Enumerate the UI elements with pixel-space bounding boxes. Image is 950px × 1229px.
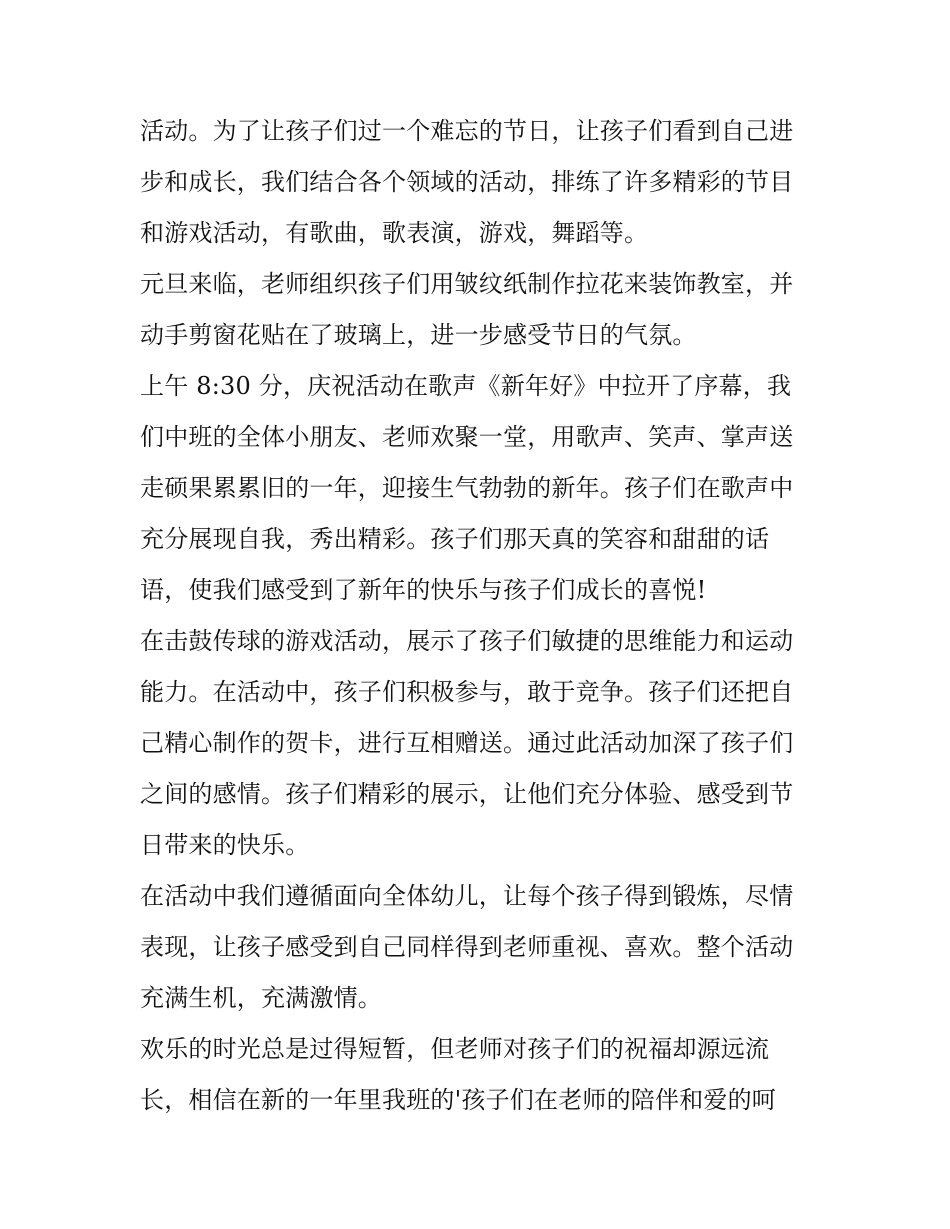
- text-line: 之间的感情。孩子们精彩的展示，让他们充分体验、感受到节: [140, 780, 794, 808]
- text-line: 长，相信在新的一年里我班的'孩子们在老师的陪伴和爱的呵: [140, 1086, 776, 1114]
- text-line: 和游戏活动，有歌曲，歌表演，游戏，舞蹈等。: [140, 219, 649, 247]
- text-line: 充满生机，充满激情。: [140, 984, 382, 1012]
- text-line: 步和成长，我们结合各个领域的活动，排练了许多精彩的节目: [140, 168, 794, 196]
- text-line: 表现，让孩子感受到自己同样得到老师重视、喜欢。整个活动: [140, 933, 794, 961]
- text-line: 充分展现自我，秀出精彩。孩子们那天真的笑容和甜甜的话: [140, 525, 770, 553]
- text-line: 们中班的全体小朋友、老师欢聚一堂，用歌声、笑声、掌声送: [140, 423, 794, 451]
- text-line: 欢乐的时光总是过得短暂，但老师对孩子们的祝福却源远流: [140, 1035, 770, 1063]
- text-line: 动手剪窗花贴在了玻璃上，进一步感受节日的气氛。: [140, 321, 697, 349]
- text-line: 能力。在活动中，孩子们积极参与，敢于竞争。孩子们还把自: [140, 678, 794, 706]
- text-line: 在击鼓传球的游戏活动，展示了孩子们敏捷的思维能力和运动: [140, 627, 794, 655]
- text-line: 元旦来临，老师组织孩子们用皱纹纸制作拉花来装饰教室，并: [140, 270, 794, 298]
- text-line: 己精心制作的贺卡，进行互相赠送。通过此活动加深了孩子们: [140, 729, 794, 757]
- text-line: 日带来的快乐。: [140, 831, 310, 859]
- text-line: 在活动中我们遵循面向全体幼儿，让每个孩子得到锻炼，尽情: [140, 882, 794, 910]
- text-line: 走硕果累累旧的一年，迎接生气勃勃的新年。孩子们在歌声中: [140, 474, 794, 502]
- text-line: 语，使我们感受到了新年的快乐与孩子们成长的喜悦!: [140, 576, 707, 604]
- text-line: 活动。为了让孩子们过一个难忘的节日，让孩子们看到自己进: [140, 117, 794, 145]
- text-line: 上午 8:30 分，庆祝活动在歌声《新年好》中拉开了序幕，我: [140, 372, 792, 400]
- document-body: [140, 106, 816, 1126]
